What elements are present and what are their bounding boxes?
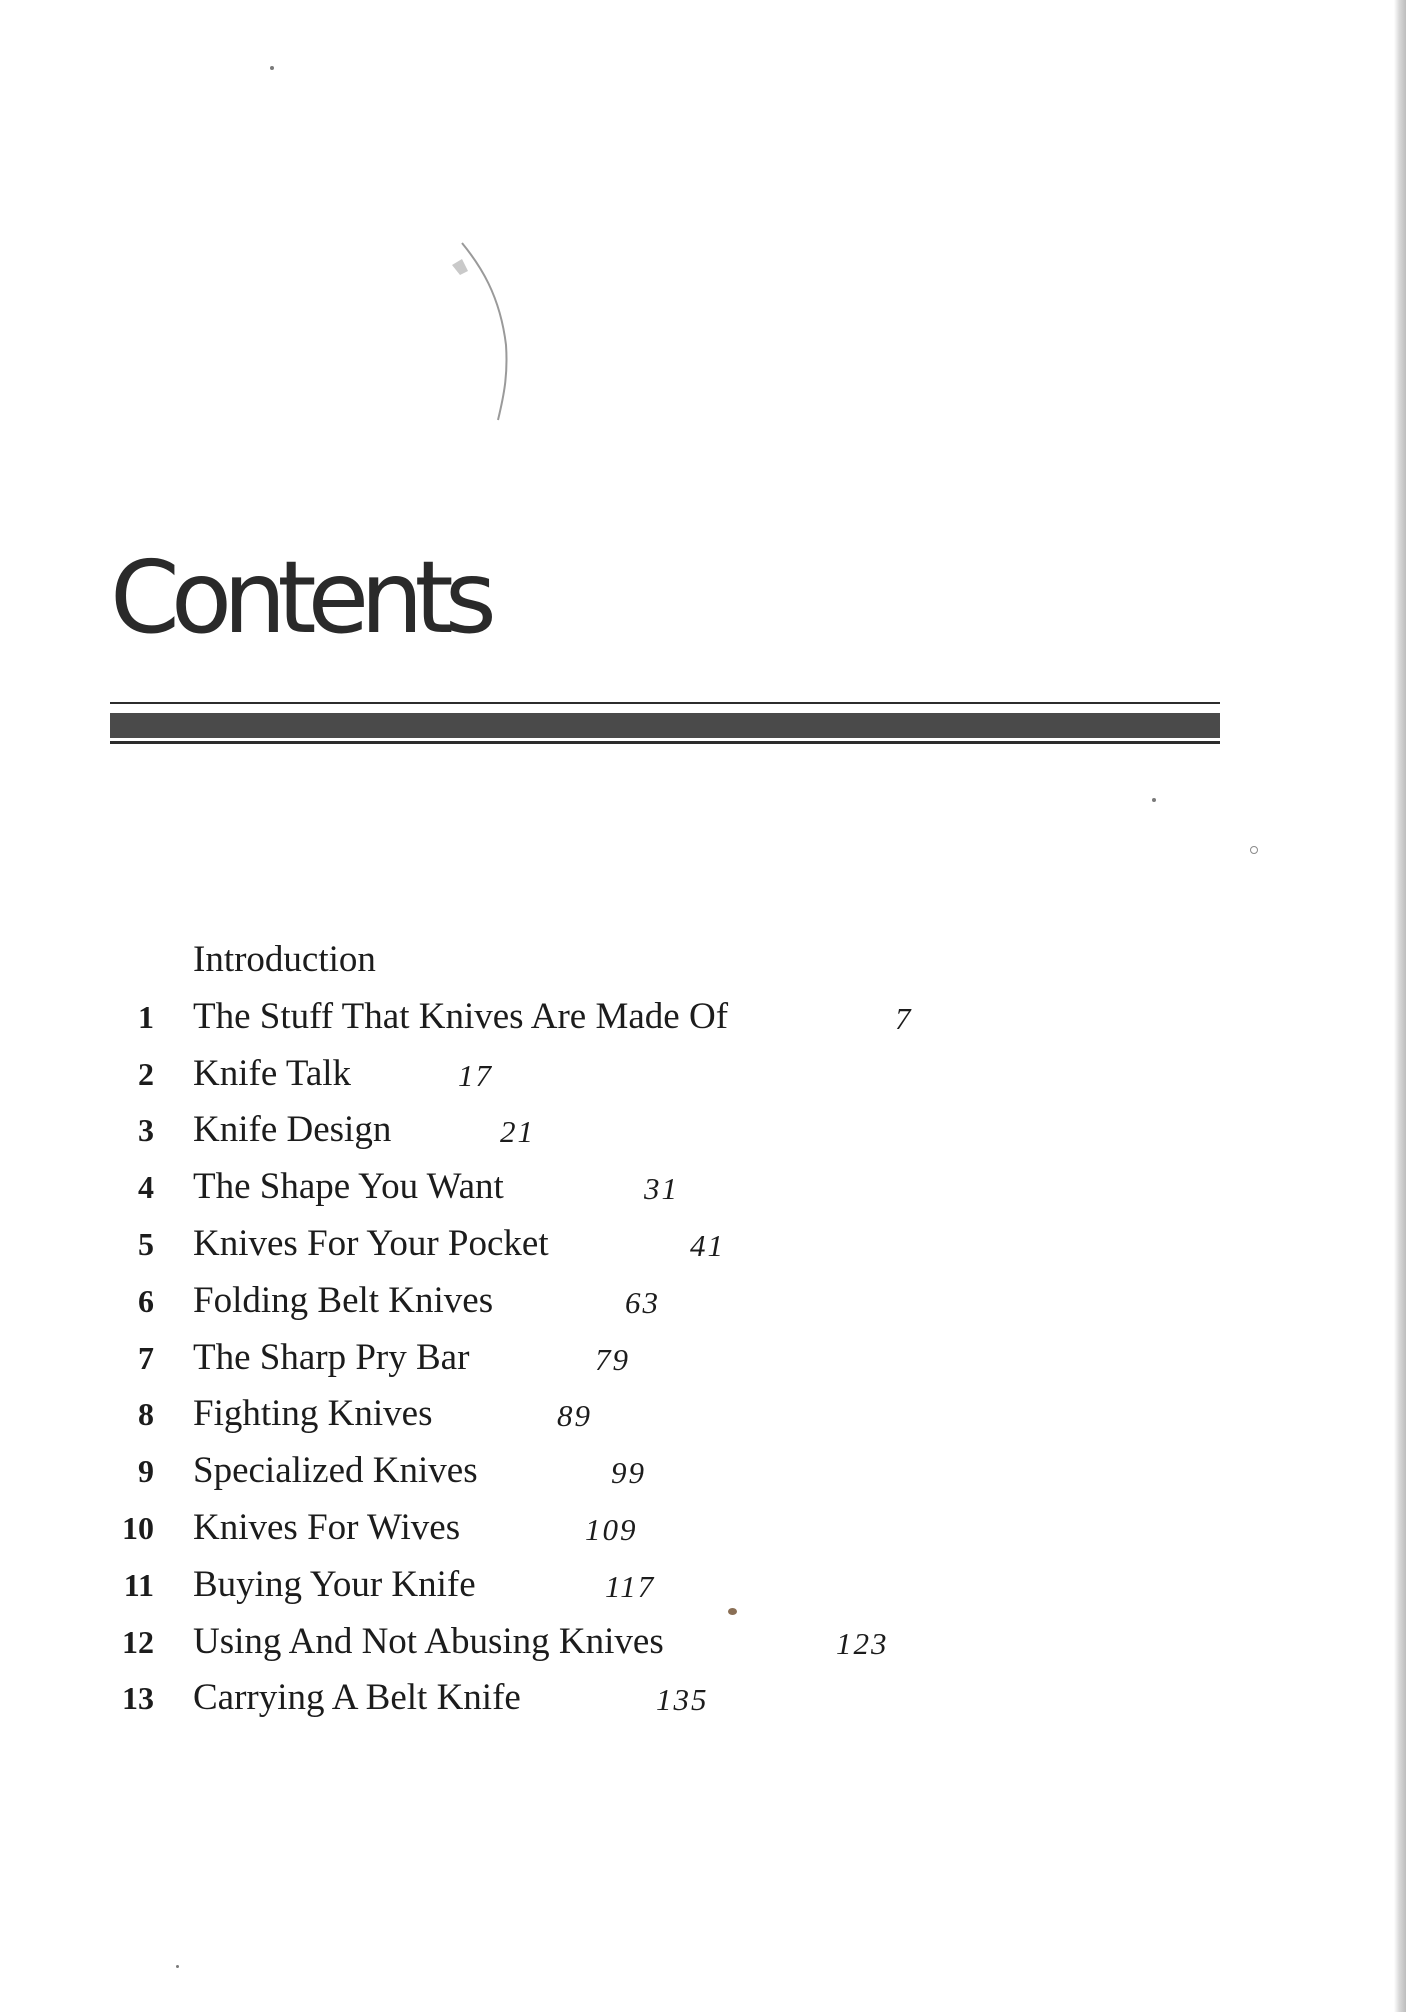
toc-entry xyxy=(0,1330,1406,1387)
toc-entry xyxy=(0,1670,1406,1727)
page-number: 7 xyxy=(895,1000,913,1036)
toc-entry xyxy=(0,1216,1406,1273)
chapter-title: Knife Design xyxy=(193,1109,392,1151)
chapter-title: Knives For Wives xyxy=(193,1506,461,1548)
chapter-number: 4 xyxy=(138,1169,154,1206)
page-number: 17 xyxy=(458,1057,493,1093)
chapter-title: Specialized Knives xyxy=(193,1450,478,1492)
chapter-number: 3 xyxy=(138,1112,154,1149)
scan-speck xyxy=(270,66,274,70)
toc-entry xyxy=(0,932,1406,989)
toc-entry xyxy=(0,1557,1406,1614)
page-title: Contents xyxy=(110,539,488,656)
table-of-contents xyxy=(0,932,1406,1727)
toc-entry xyxy=(0,1273,1406,1330)
chapter-number: 5 xyxy=(138,1225,154,1262)
chapter-title: Introduction xyxy=(193,939,376,980)
toc-entry xyxy=(0,1614,1406,1671)
chapter-title: Knife Talk xyxy=(193,1052,352,1094)
page-number: 21 xyxy=(500,1114,535,1150)
page-number: 135 xyxy=(656,1682,709,1718)
scan-mark xyxy=(440,235,520,435)
chapter-number: 12 xyxy=(122,1623,154,1660)
chapter-title: The Stuff That Knives Are Made Of xyxy=(193,995,729,1037)
toc-entry xyxy=(0,1443,1406,1500)
page-number: 117 xyxy=(605,1568,656,1604)
title-rule-thin xyxy=(110,702,1220,704)
chapter-title: Carrying A Belt Knife xyxy=(193,1677,521,1719)
chapter-title: Buying Your Knife xyxy=(193,1563,476,1605)
chapter-number: 13 xyxy=(122,1680,154,1717)
page-number: 41 xyxy=(690,1227,725,1263)
toc-entry xyxy=(0,1386,1406,1443)
chapter-title: Fighting Knives xyxy=(193,1393,433,1435)
scan-speck xyxy=(1152,798,1156,802)
chapter-title: Knives For Your Pocket xyxy=(193,1222,549,1264)
title-rule-bottom xyxy=(110,741,1220,744)
page-number: 99 xyxy=(611,1455,646,1491)
chapter-number: 11 xyxy=(123,1566,154,1603)
chapter-number: 8 xyxy=(138,1396,154,1433)
title-rule-thick xyxy=(110,713,1220,738)
toc-entry xyxy=(0,1159,1406,1216)
chapter-number: 2 xyxy=(138,1055,154,1092)
toc-entry xyxy=(0,1500,1406,1557)
page-number: 109 xyxy=(585,1511,638,1547)
page-number: 123 xyxy=(836,1625,889,1661)
chapter-number: 9 xyxy=(138,1453,154,1490)
chapter-number: 6 xyxy=(138,1282,154,1319)
chapter-title: Folding Belt Knives xyxy=(193,1279,494,1321)
chapter-number: 1 xyxy=(138,998,154,1035)
page-number: 31 xyxy=(644,1171,679,1207)
chapter-title: The Shape You Want xyxy=(193,1166,504,1208)
toc-entry xyxy=(0,989,1406,1046)
toc-entry xyxy=(0,1102,1406,1159)
scan-speck xyxy=(1250,846,1258,854)
page-number: 79 xyxy=(595,1341,630,1377)
chapter-number: 7 xyxy=(138,1339,154,1376)
chapter-title: The Sharp Pry Bar xyxy=(193,1336,470,1378)
toc-entry xyxy=(0,1046,1406,1103)
page-number: 89 xyxy=(557,1398,592,1434)
chapter-title: Using And Not Abusing Knives xyxy=(193,1620,664,1662)
page-number: 63 xyxy=(625,1284,660,1320)
chapter-number: 10 xyxy=(122,1509,154,1546)
scan-speck xyxy=(176,1965,179,1968)
